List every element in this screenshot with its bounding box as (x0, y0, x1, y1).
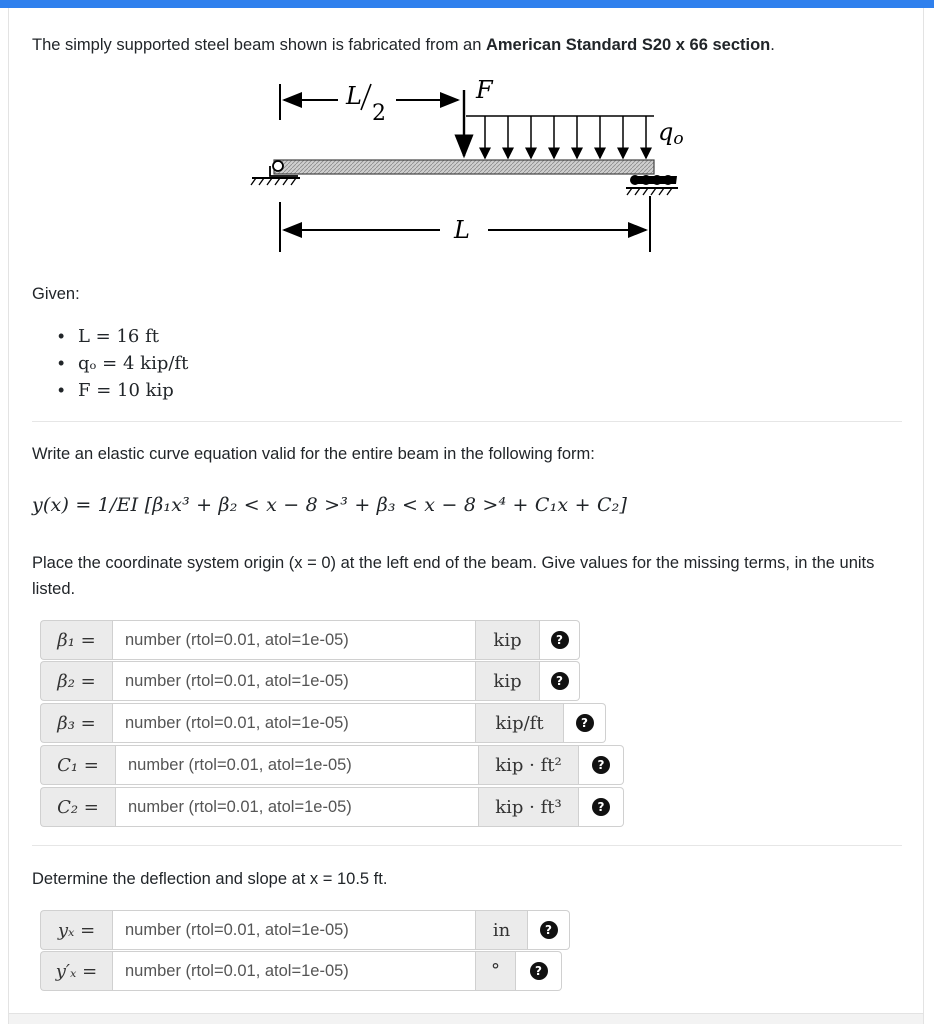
slope-row (40, 951, 562, 991)
beta2-input[interactable] (112, 661, 476, 701)
c1-help-button[interactable] (579, 745, 624, 785)
given-item: • L = 16 ft (32, 323, 188, 350)
slope-label: y′ₓ = (40, 951, 112, 991)
slope-help-button[interactable] (516, 951, 562, 991)
beta2-row (40, 661, 580, 701)
deflection-unit: in (476, 910, 528, 950)
given-item: • F = 10 kip (32, 377, 188, 404)
section-name: American Standard S20 x 66 section (485, 36, 771, 54)
help-icon: ? (592, 798, 610, 816)
load-label: qo (658, 118, 684, 149)
c1-label: C₁ = (40, 745, 115, 785)
beta1-unit: kip (476, 620, 540, 660)
beta2-label: β₂ = (40, 661, 112, 701)
beta3-input[interactable] (112, 703, 476, 743)
help-icon: ? (576, 714, 594, 732)
beta2-help-button[interactable] (540, 661, 580, 701)
deflection-input[interactable] (112, 910, 476, 950)
given-heading: Given: (32, 285, 80, 303)
divider (32, 421, 902, 422)
beta3-row (40, 703, 606, 743)
span-label: L (454, 216, 470, 244)
c1-input[interactable] (115, 745, 479, 785)
c2-help-button[interactable] (579, 787, 624, 827)
slope-unit: ° (476, 951, 516, 991)
equation-prompt: Write an elastic curve equation valid for the entire beam in the following form: (32, 445, 595, 463)
pin-support (273, 161, 283, 171)
given-list (32, 323, 188, 404)
roller-ground-hatch (627, 188, 672, 195)
beta1-label: β₁ = (40, 620, 112, 660)
half-span-divisor: 2 (372, 101, 386, 126)
given-item: • qₒ = 4 kip/ft (32, 350, 188, 377)
deflection-prompt: Determine the deflection and slope at x = 10.5 ft. (32, 870, 388, 888)
c2-input[interactable] (115, 787, 479, 827)
deflection-label: yₓ = (40, 910, 112, 950)
pin-ground-hatch (251, 178, 296, 185)
c1-row (40, 745, 624, 785)
beta1-help-button[interactable] (540, 620, 580, 660)
footer-strip (9, 1013, 923, 1024)
slope-input[interactable] (112, 951, 476, 991)
c2-row (40, 787, 624, 827)
coordinate-note: Place the coordinate system origin (x = 0) at the left end of the beam. Give values for the missing terms, in the units listed. (32, 554, 875, 598)
help-icon: ? (592, 756, 610, 774)
beta1-row (40, 620, 580, 660)
c2-unit: kip · ft³ (479, 787, 579, 827)
beta1-input[interactable] (112, 620, 476, 660)
c1-unit: kip · ft² (479, 745, 579, 785)
beta3-label: β₃ = (40, 703, 112, 743)
help-icon: ? (551, 672, 569, 690)
half-span-label: L (346, 82, 362, 110)
c2-label: C₂ = (40, 787, 115, 827)
beta3-unit: kip/ft (476, 703, 564, 743)
fraction-slash (361, 84, 371, 110)
help-icon: ? (551, 631, 569, 649)
deflection-help-button[interactable] (528, 910, 570, 950)
beam-diagram (240, 72, 700, 262)
divider (32, 845, 902, 846)
beam (274, 160, 654, 174)
deflection-row (40, 910, 570, 950)
distributed-load-arrows (485, 116, 646, 158)
elastic-curve-equation: y(x) = 1/EI [β₁x³ + β₂ < x − 8 >³ + β₃ < x − 8 >⁴ + C₁x + C₂] (32, 494, 628, 516)
top-accent-bar (0, 0, 934, 8)
beta3-help-button[interactable] (564, 703, 606, 743)
force-label: F (476, 76, 493, 104)
beta2-unit: kip (476, 661, 540, 701)
help-icon: ? (540, 921, 558, 939)
help-icon: ? (530, 962, 548, 980)
intro-text: The simply supported steel beam shown is fabricated from an American Standard S20 x 66 section. (32, 36, 775, 54)
